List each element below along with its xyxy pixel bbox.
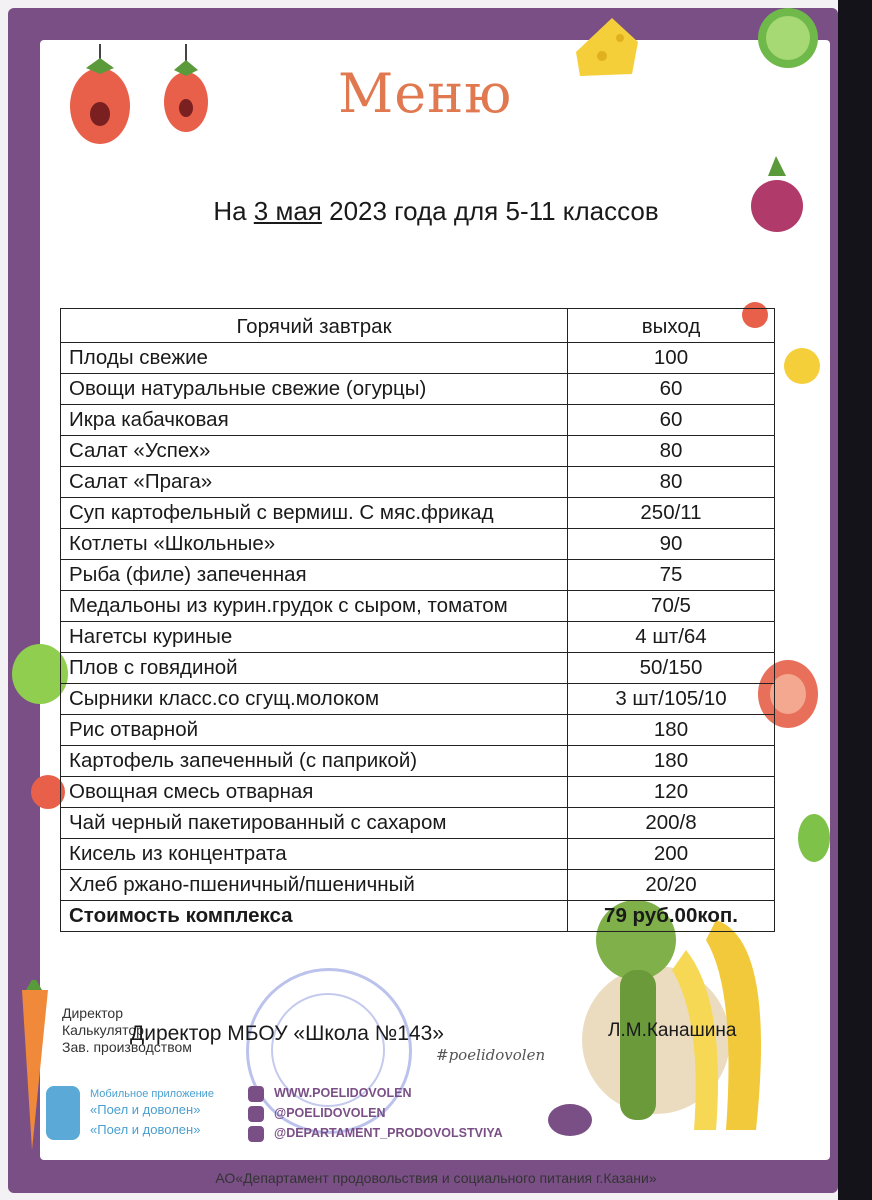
dish-name: Овощи натуральные свежие (огурцы) (61, 374, 568, 405)
mobile-app-icon (46, 1086, 80, 1140)
signer-name: Л.М.Канашина (608, 1020, 737, 1041)
sign-line-production: Зав. производством (62, 1039, 192, 1055)
dish-name: Плоды свежие (61, 343, 568, 374)
header-dish: Горячий завтрак (61, 309, 568, 343)
instagram-icon (248, 1106, 264, 1122)
dish-name: Картофель запеченный (с паприкой) (61, 746, 568, 777)
dish-portion: 60 (568, 405, 775, 436)
dish-portion: 20/20 (568, 870, 775, 901)
dish-portion: 50/150 (568, 653, 775, 684)
dish-name: Кисель из концентрата (61, 839, 568, 870)
dish-name: Салат «Прага» (61, 467, 568, 498)
dish-portion: 3 шт/105/10 (568, 684, 775, 715)
dish-portion: 75 (568, 560, 775, 591)
dish-portion: 60 (568, 374, 775, 405)
dish-name: Салат «Успех» (61, 436, 568, 467)
dish-portion: 100 (568, 343, 775, 374)
dish-name: Икра кабачковая (61, 405, 568, 436)
sign-line-director: Директор (62, 1005, 123, 1021)
instagram-link[interactable]: @DEPARTAMENT_PRODOVOLSTVIYA (274, 1126, 503, 1140)
table-row (61, 591, 775, 622)
table-row (61, 529, 775, 560)
table-row (61, 839, 775, 870)
table-row (61, 808, 775, 839)
table-row (61, 343, 775, 374)
table-row (61, 436, 775, 467)
table-row (61, 467, 775, 498)
dish-portion: 200/8 (568, 808, 775, 839)
table-row (61, 684, 775, 715)
dish-name: Чай черный пакетированный с сахаром (61, 808, 568, 839)
dish-name: Медальоны из курин.грудок с сыром, томатом (61, 591, 568, 622)
table-header-row (61, 309, 775, 343)
table-row (61, 777, 775, 808)
dish-portion: 180 (568, 746, 775, 777)
dish-portion: 250/11 (568, 498, 775, 529)
table-row (61, 715, 775, 746)
app-title: Мобильное приложение (90, 1088, 214, 1100)
dish-portion: 200 (568, 839, 775, 870)
dish-name: Котлеты «Школьные» (61, 529, 568, 560)
footer-organization: АО«Департамент продовольствия и социального питания г.Казани» (215, 1170, 657, 1186)
dish-name: Рыба (филе) запеченная (61, 560, 568, 591)
tomato-character-icon (62, 44, 222, 164)
app-name: «Поел и доволен» (90, 1102, 201, 1117)
sign-line-calculator: Калькулятор (62, 1022, 144, 1038)
table-row (61, 870, 775, 901)
header-portion: выход (568, 309, 775, 343)
subtitle-suffix: 2023 года для 5-11 классов (321, 196, 659, 226)
carrot-character-icon (8, 980, 58, 1180)
total-price: 79 руб.00коп. (568, 901, 775, 932)
total-row (61, 901, 775, 932)
instagram-link[interactable]: @POELIDOVOLEN (274, 1106, 386, 1120)
dish-portion: 180 (568, 715, 775, 746)
lemon-face-icon (780, 344, 824, 388)
dish-name: Рис отварной (61, 715, 568, 746)
dish-name: Нагетсы куриные (61, 622, 568, 653)
menu-table (60, 308, 775, 932)
dish-name: Плов с говядиной (61, 653, 568, 684)
menu-date: 3 мая (253, 196, 322, 226)
cucumber-slice-icon (744, 8, 834, 68)
leaf-icon (792, 810, 832, 866)
menu-subtitle (0, 196, 872, 227)
dish-portion: 80 (568, 467, 775, 498)
dish-portion: 80 (568, 436, 775, 467)
instagram-icon (248, 1126, 264, 1142)
dish-portion: 70/5 (568, 591, 775, 622)
dish-portion: 90 (568, 529, 775, 560)
table-row (61, 622, 775, 653)
dish-name: Овощная смесь отварная (61, 777, 568, 808)
website-link[interactable]: WWW.POELIDOVOLEN (274, 1086, 412, 1100)
page-title: Меню (338, 62, 513, 125)
website-icon (248, 1086, 264, 1102)
app-name: «Поел и доволен» (90, 1122, 201, 1137)
dish-name: Суп картофельный с вермиш. С мяс.фрикад (61, 498, 568, 529)
candy-character-icon (540, 1090, 600, 1150)
table-row (61, 374, 775, 405)
hashtag: #poelidovolen (436, 1046, 546, 1064)
dish-portion: 4 шт/64 (568, 622, 775, 653)
table-row (61, 653, 775, 684)
dish-name: Хлеб ржано-пшеничный/пшеничный (61, 870, 568, 901)
dish-name: Сырники класс.со сгущ.молоком (61, 684, 568, 715)
scan-edge (838, 0, 872, 1200)
total-label: Стоимость комплекса (61, 901, 568, 932)
table-row (61, 560, 775, 591)
director-title: Директор МБОУ «Школа №143» (130, 1022, 444, 1045)
dish-portion: 120 (568, 777, 775, 808)
table-row (61, 746, 775, 777)
table-row (61, 405, 775, 436)
subtitle-prefix: На (213, 196, 254, 226)
table-row (61, 498, 775, 529)
cheese-character-icon (572, 12, 642, 82)
